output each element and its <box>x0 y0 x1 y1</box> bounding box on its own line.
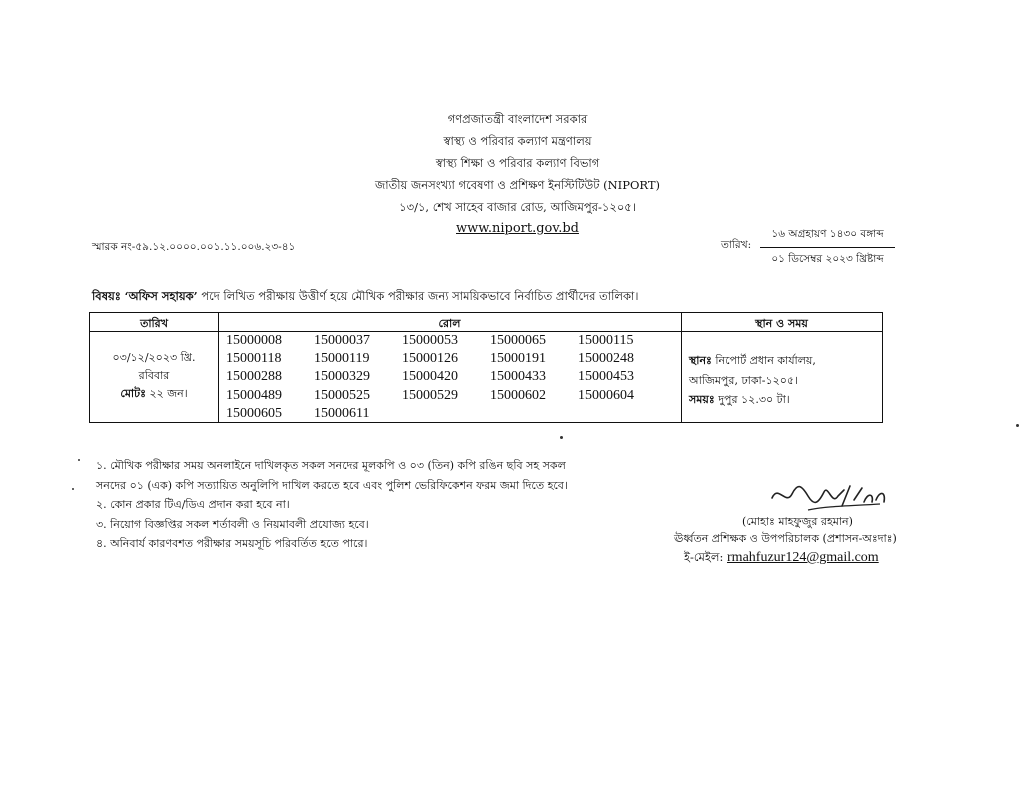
time-label: সময়ঃ <box>689 393 715 406</box>
roll-number: 15000602 <box>490 387 546 403</box>
place-label: স্থানঃ <box>689 354 712 367</box>
roll-number: 15000248 <box>578 351 634 367</box>
roll-number: 15000605 <box>226 405 282 421</box>
subject-label: বিষয়ঃ <box>92 289 121 303</box>
email-address[interactable]: rmahfuzur124@gmail.com <box>727 550 879 565</box>
note-item: ১. মৌখিক পরীক্ষার সময় অনলাইনে দাখিলকৃত সকল সনদের মূলকপি ও ০৩ (তিন) কপি রঙিন ছবি সহ সকল <box>96 459 566 472</box>
date-bangla: ১৬ অগ্রহায়ণ ১৪৩০ বঙ্গাব্দ <box>760 227 895 248</box>
roll-number: 15000053 <box>402 333 458 348</box>
time-value: দুপুর ১২.৩০ টা। <box>718 393 790 406</box>
roll-number: 15000489 <box>226 387 282 403</box>
place-line-2: আজিমপুর, ঢাকা-১২০৫। <box>689 373 798 387</box>
header-line-2: স্বাস্থ্য ও পরিবার কল্যাণ মন্ত্রণালয় <box>443 134 592 148</box>
header-roll: রোল <box>438 317 461 330</box>
roll-number: 15000008 <box>226 333 282 348</box>
roll-number: 15000288 <box>226 369 282 385</box>
roll-row <box>226 405 666 423</box>
date-gregorian: ০১ ডিসেম্বর ২০২৩ খ্রিষ্টাব্দ <box>771 253 884 265</box>
date-label: তারিখ: <box>721 239 752 251</box>
total-value: ২২ জন। <box>149 387 188 400</box>
roll-number: 15000433 <box>490 369 546 385</box>
roll-number: 15000329 <box>314 369 370 385</box>
signer-email-line <box>684 549 879 568</box>
scan-speck <box>72 488 74 490</box>
roll-number: 15000529 <box>402 387 458 403</box>
total-count <box>90 385 218 403</box>
roll-grid <box>226 332 666 423</box>
place-line <box>689 351 816 371</box>
roll-row <box>226 368 666 386</box>
roll-number: 15000118 <box>226 351 282 367</box>
total-label: মোটঃ <box>120 387 146 400</box>
date-block <box>760 227 895 269</box>
place-value: নিপোর্ট প্রধান কার্যালয়, <box>715 354 816 367</box>
roll-row <box>226 387 666 405</box>
roll-number: 15000453 <box>578 369 634 385</box>
roll-number: 15000065 <box>490 333 546 348</box>
header-place: স্থান ও সময় <box>755 317 808 330</box>
roll-number: 15000037 <box>314 333 370 348</box>
roll-number: 15000191 <box>490 351 546 367</box>
header-line-1: গণপ্রজাতন্ত্রী বাংলাদেশ সরকার <box>447 112 588 126</box>
scan-speck <box>560 436 563 439</box>
roll-row <box>226 332 666 350</box>
website-link[interactable]: www.niport.gov.bd <box>456 221 579 236</box>
header-line-3: স্বাস্থ্য শিক্ষা ও পরিবার কল্যাণ বিভাগ <box>435 156 600 170</box>
signer-name: (মোহাঃ মাহফুজুর রহমান) <box>742 515 853 528</box>
notes-list <box>96 456 568 554</box>
roll-number: 15000126 <box>402 351 458 367</box>
exam-date-cell <box>90 349 218 403</box>
handwritten-signature <box>768 476 893 516</box>
email-label: ই-মেইল: <box>684 550 724 564</box>
subject-text: পদে লিখিত পরীক্ষায় উত্তীর্ণ হয়ে মৌখিক পরীক্ষার জন্য সাময়িকভাবে নির্বাচিত প্রার্থীদের তালিকা। <box>201 289 639 303</box>
roll-number: 15000420 <box>402 369 458 385</box>
place-time-cell <box>689 351 816 410</box>
exam-day: রবিবার <box>138 369 170 382</box>
roll-number: 15000119 <box>314 351 370 367</box>
note-item: ৪. অনিবার্য কারণবশত পরীক্ষার সময়সূচি পরিবর্তিত হতে পারে। <box>96 537 368 550</box>
candidates-table <box>89 312 883 423</box>
letterhead <box>0 108 1035 240</box>
roll-number: 15000611 <box>314 405 370 421</box>
header-line-4: জাতীয় জনসংখ্যা গবেষণা ও প্রশিক্ষণ ইনস্টিটিউট (NIPORT) <box>375 178 660 192</box>
exam-date: ০৩/১২/২০২৩ খ্রি. <box>112 351 196 364</box>
roll-number: 15000115 <box>578 333 634 348</box>
signer-title: ঊর্ধ্বতন প্রশিক্ষক ও উপপরিচালক (প্রশাসন-অঃদাঃ) <box>674 532 897 545</box>
roll-row <box>226 350 666 368</box>
note-item: সনদের ০১ (এক) কপি সত্যায়িত অনুলিপি দাখিল করতে হবে এবং পুলিশ ভেরিফিকেশন ফরম জমা দিতে হবে। <box>96 478 568 492</box>
memo-number: স্মারক নং-৫৯.১২.০০০০.০০১.১১.০০৬.২৩-৪১ <box>92 241 296 253</box>
header-line-5: ১৩/১, শেখ সাহেব বাজার রোড, আজিমপুর-১২০৫। <box>399 200 636 214</box>
note-item: ২. কোন প্রকার টিএ/ডিএ প্রদান করা হবে না। <box>96 498 290 511</box>
scan-speck <box>78 459 80 461</box>
header-date: তারিখ <box>140 317 168 330</box>
scan-speck <box>1016 424 1019 427</box>
subject-line <box>92 288 638 307</box>
roll-number: 15000525 <box>314 387 370 403</box>
time-line <box>689 390 816 410</box>
subject-post: ‘অফিস সহায়ক’ <box>124 289 198 303</box>
note-item: ৩. নিয়োগ বিজ্ঞপ্তির সকল শর্তাবলী ও নিয়মাবলী প্রযোজ্য হবে। <box>96 517 369 531</box>
roll-number: 15000604 <box>578 387 634 403</box>
